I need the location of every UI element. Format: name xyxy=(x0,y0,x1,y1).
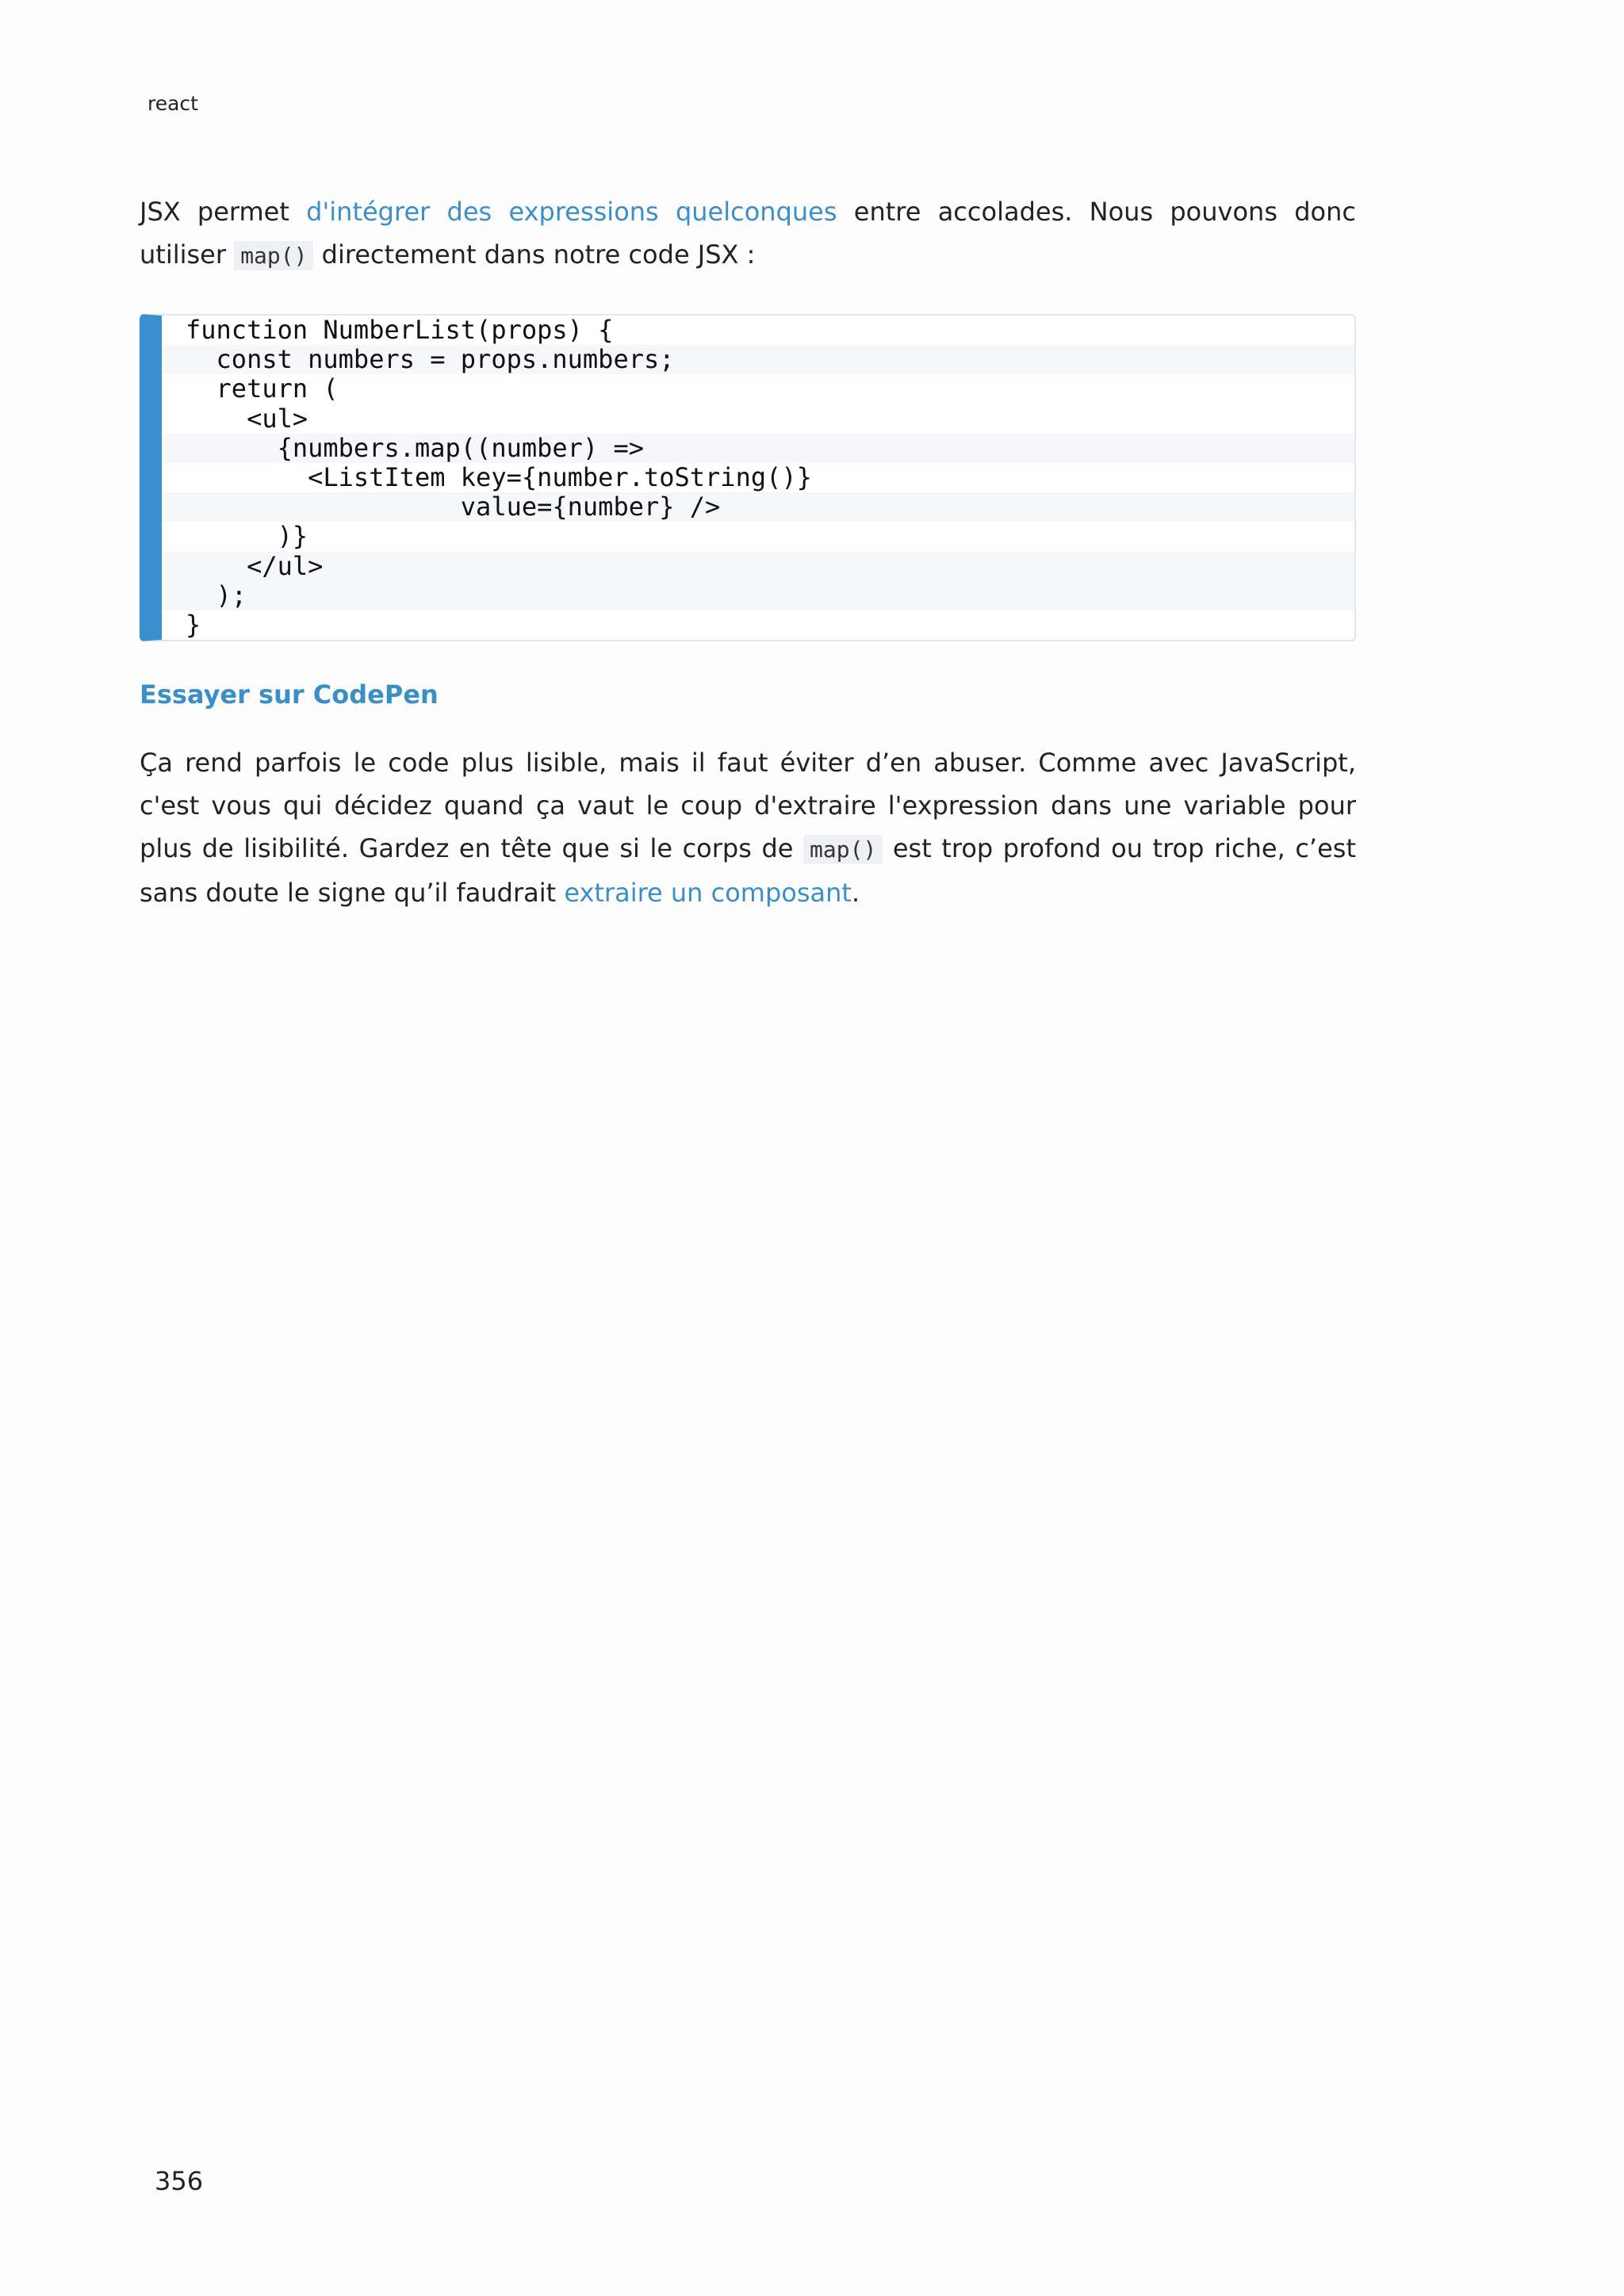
intro-text-middle: entre accolades. Nous pouvons donc utiliser xyxy=(140,197,1357,270)
code-line: return ( xyxy=(186,373,339,404)
code-line: <ul> xyxy=(186,403,308,434)
code-line: } xyxy=(186,609,201,640)
page-content xyxy=(140,190,1356,914)
intro-text-end: directement dans notre code JSX : xyxy=(313,239,756,270)
running-header: react xyxy=(147,92,198,115)
body-text-middle: est trop profond ou trop riche, c’est sans doute le signe qu’il faudrait xyxy=(140,833,1357,909)
code-line: </ul> xyxy=(162,552,1354,581)
page-number: 356 xyxy=(155,2166,204,2196)
inline-code-map: map() xyxy=(234,241,313,270)
code-line: ); xyxy=(162,581,1354,610)
code-line: <ListItem key={number.toString()} xyxy=(186,461,812,492)
code-line: const numbers = props.numbers; xyxy=(162,345,1354,374)
inline-code-map: map() xyxy=(803,835,883,864)
code-line: {numbers.map((number) => xyxy=(162,434,1354,463)
code-line: value={number} /> xyxy=(162,492,1354,522)
intro-text-start: JSX permet xyxy=(140,197,307,227)
extract-component-link[interactable]: extraire un composant xyxy=(564,878,852,909)
body-text-start: Ça rend parfois le code plus lisible, mais il faut éviter d’en abuser. Comme avec JavaScript, c'est vous qui décidez quand ça vaut le coup d'extraire l'expression dans une variable pour plus de lisibilité. Gardez en tête que si le corps de xyxy=(140,748,1356,864)
body-text-end: . xyxy=(851,878,860,909)
code-line: )} xyxy=(186,521,308,552)
codepen-link[interactable]: Essayer sur CodePen xyxy=(140,679,439,710)
code-block xyxy=(140,314,1356,641)
intro-paragraph xyxy=(140,190,1356,277)
body-paragraph xyxy=(140,741,1356,914)
jsx-expressions-link[interactable]: d'intégrer des expressions quelconques xyxy=(306,197,837,227)
code-line: function NumberList(props) { xyxy=(186,315,614,345)
